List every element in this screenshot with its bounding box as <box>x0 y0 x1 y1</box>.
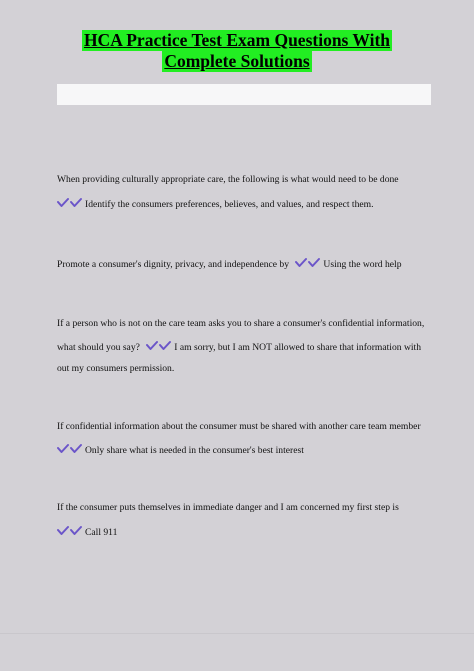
double-check-icon <box>295 257 321 268</box>
answer-text: I am sorry, but I am NOT allowed to share that information with <box>174 342 421 353</box>
answer-1 <box>57 197 374 211</box>
question-3-line-1: If a person who is not on the care team asks you to share a consumer's confidential information, <box>57 318 425 329</box>
answer-text: Call 911 <box>85 527 118 538</box>
question-1: When providing culturally appropriate care, the following is what would need to be done <box>57 174 399 185</box>
answer-text: Only share what is needed in the consumer's best interest <box>85 445 304 456</box>
question-2 <box>57 257 402 271</box>
answer-text: Using the word help <box>323 259 402 270</box>
title-line-2: Complete Solutions <box>164 51 310 71</box>
question-text: Promote a consumer's dignity, privacy, and independence by <box>57 259 290 270</box>
document-title <box>0 30 474 72</box>
double-check-icon <box>146 340 172 351</box>
question-5: If the consumer puts themselves in immediate danger and I am concerned my first step is <box>57 502 399 513</box>
double-check-icon <box>57 525 83 536</box>
double-check-icon <box>57 443 83 454</box>
blank-banner <box>57 84 431 105</box>
answer-3-line-2: out my consumers permission. <box>57 363 175 374</box>
question-text: what should you say? <box>57 342 140 353</box>
page-divider <box>0 633 474 634</box>
title-line-1: HCA Practice Test Exam Questions With <box>83 30 391 50</box>
question-4: If confidential information about the consumer must be shared with another care team member <box>57 421 421 432</box>
answer-4 <box>57 443 304 457</box>
answer-text: Identify the consumers preferences, believes, and values, and respect them. <box>85 199 374 210</box>
double-check-icon <box>57 197 83 208</box>
question-3-line-2 <box>57 340 421 354</box>
answer-5 <box>57 525 117 539</box>
